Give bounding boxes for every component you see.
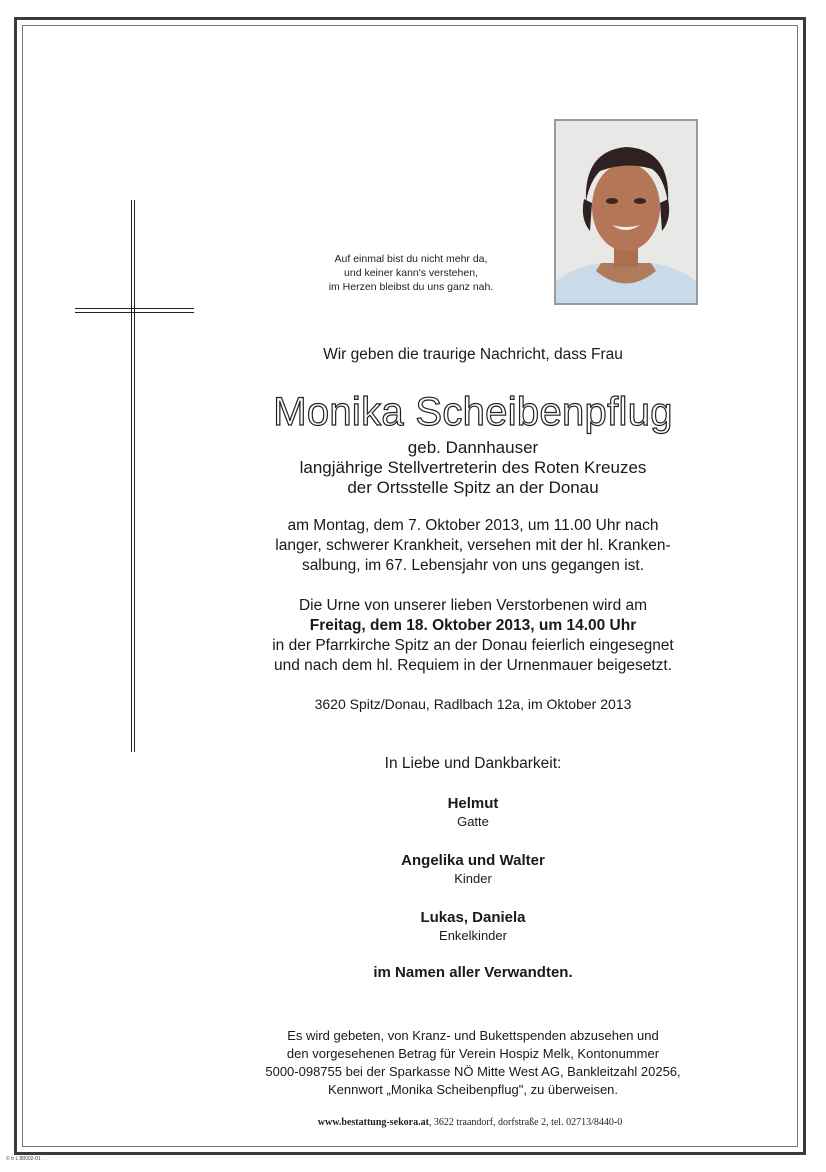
poem-line: im Herzen bleibst du uns ganz nah. <box>328 281 494 293</box>
donation-line: 5000-098755 bei der Sparkasse NÖ Mitte West AG, Bankleitzahl 20256, <box>265 1064 681 1079</box>
footer <box>230 1117 710 1128</box>
portrait-image <box>556 121 696 303</box>
portrait-photo <box>554 119 698 305</box>
donation-line: den vorgesehenen Betrag für Verein Hospiz Melk, Kontonummer <box>286 1046 660 1061</box>
cross-horizontal-beam <box>75 308 194 313</box>
death-notice <box>210 516 736 576</box>
donation-request <box>210 1027 736 1099</box>
deceased-name: Monika Scheibenpflug <box>273 390 673 434</box>
poem <box>300 252 522 294</box>
closing-text: In Liebe und Dankbarkeit: <box>384 755 562 772</box>
ceremony-notice <box>210 596 736 676</box>
mourner-relation: Enkelkinder <box>439 928 507 943</box>
on-behalf-text: im Namen aller Verwandten. <box>373 964 573 981</box>
death-notice-line: langer, schwerer Krankheit, versehen mit der hl. Kranken- <box>275 537 671 554</box>
intro-text: Wir geben die traurige Nachricht, dass Frau <box>323 346 623 363</box>
donation-line: Kennwort „Monika Scheibenpflug", zu überweisen. <box>327 1082 619 1097</box>
footer-details: , 3622 traandorf, dorfstraße 2, tel. 02713/8440-0 <box>428 1117 623 1128</box>
ceremony-line: und nach dem hl. Requiem in der Urnenmauer beigesetzt. <box>273 657 673 674</box>
mourner-name: Lukas, Daniela <box>420 909 526 926</box>
death-notice-line: salbung, im 67. Lebensjahr von uns gegangen ist. <box>301 557 645 574</box>
mourner-relation: Gatte <box>457 814 489 829</box>
deceased-details <box>210 438 736 498</box>
poem-line: und keiner kann's verstehen, <box>344 267 478 279</box>
footer-website: www.bestattung-sekora.at <box>317 1117 429 1128</box>
title-line: der Ortsstelle Spitz an der Donau <box>347 478 599 497</box>
mourner-group <box>210 908 736 944</box>
poem-line: Auf einmal bist du nicht mehr da, <box>334 253 488 265</box>
mourner-name: Helmut <box>447 795 499 812</box>
ceremony-line: in der Pfarrkirche Spitz an der Donau feierlich eingesegnet <box>272 637 674 654</box>
mourner-group <box>210 851 736 887</box>
print-code: © tr L 88002-01 <box>6 1156 41 1162</box>
donation-line: Es wird gebeten, von Kranz- und Bukettspenden abzusehen und <box>287 1028 659 1043</box>
mourner-group <box>210 794 736 830</box>
mourner-relation: Kinder <box>454 871 492 886</box>
address-line: 3620 Spitz/Donau, Radlbach 12a, im Oktober 2013 <box>314 696 632 712</box>
ceremony-line: Die Urne von unserer lieben Verstorbenen wird am <box>298 597 648 614</box>
ceremony-date: Freitag, dem 18. Oktober 2013, um 14.00 Uhr <box>309 617 637 634</box>
death-notice-line: am Montag, dem 7. Oktober 2013, um 11.00 Uhr nach <box>287 517 659 534</box>
cross-vertical-beam <box>131 200 135 752</box>
birth-name: geb. Dannhauser <box>407 438 539 457</box>
mourner-name: Angelika und Walter <box>401 852 545 869</box>
title-line: langjährige Stellvertreterin des Roten Kreuzes <box>299 458 647 477</box>
